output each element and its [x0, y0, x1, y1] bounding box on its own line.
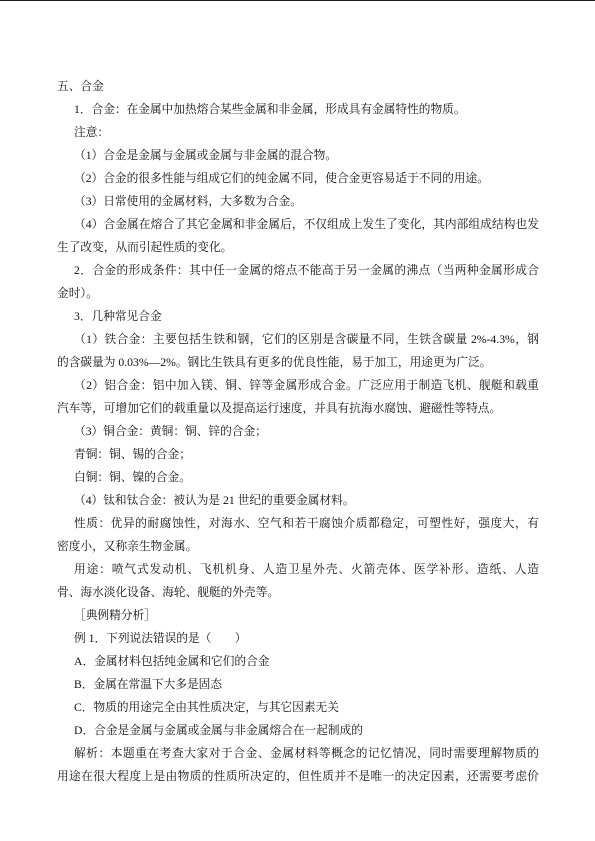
paragraph-line: 青铜：铜、锡的合金； [74, 448, 191, 461]
example-block [57, 604, 539, 788]
titanium-alloy-item [57, 489, 539, 604]
example-question: 例 1．下列说法错误的是（ ） [74, 632, 247, 645]
note-item-2: （2）合金的很多性能与组成它们的纯金属不同，使合金更容易适于不同的用途。 [74, 172, 489, 185]
paragraph-line: 骨、海水淡化设备、海轮、舰艇的外壳等。 [57, 586, 280, 599]
paragraph-line: 的含碳量为 0.03%—2%。钢比生铁具有更多的优良性能，易于加工，用途更为广泛。 [57, 356, 492, 369]
document-body [57, 75, 539, 788]
paragraph-line: 金时）。 [57, 287, 98, 300]
iron-alloy-item [57, 328, 539, 374]
paragraph-line: 密度小，又称亲生物金属。 [57, 540, 198, 553]
option-c: C．物质的用途完全由其性质决定，与其它因素无关 [74, 701, 339, 714]
paragraph-line: 用途：喷气式发动机、飞机机身、人造卫星外壳、火箭壳体、医学补形、造纸、人造 [74, 563, 539, 576]
paragraph-line: （2）铝合金：铝中加入镁、铜、锌等金属形成合金。广泛应用于制造飞机、舰艇和载重 [74, 379, 539, 392]
paragraph-line: 汽车等，可增加它们的载重量以及提高运行速度，并具有抗海水腐蚀、避磁性等特点。 [57, 402, 502, 415]
paragraph-line: （4）合金属在熔合了其它金属和非金属后，不仅组成上发生了变化，其内部组成结构也发 [74, 218, 539, 231]
notes-label: 注意： [74, 126, 110, 139]
copper-alloy-item [57, 420, 539, 489]
paragraph-line: 用途在很大程度上是由物质的性质所决定的，但性质并不是唯一的决定因素，还需要考虑价 [57, 770, 539, 783]
note-item-3: （3）日常使用的金属材料，大多数为合金。 [74, 195, 302, 208]
paragraph-line: 2．合金的形成条件：其中任一金属的熔点不能高于另一金属的沸点（当两种金属形成合 [74, 264, 539, 277]
option-a: A．金属材料包括纯金属和它们的合金 [74, 655, 270, 668]
common-alloys-block [57, 305, 539, 604]
titanium-intro: （4）钛和钛合金：被认为是 21 世纪的重要金属材料。 [74, 494, 355, 507]
paragraph-line: 解析：本题重在考查大家对于合金、金属材料等概念的记忆情况，同时需要理解物质的 [74, 747, 539, 760]
paragraph-line: （1）铁合金：主要包括生铁和钢，它们的区别是含碳量不同，生铁含碳量 2%-4.3%，钢 [74, 333, 539, 346]
aluminum-alloy-item [57, 374, 539, 420]
paragraph-line: 白铜：铜、镍的合金。 [74, 471, 191, 484]
example-analysis [57, 742, 539, 788]
section-title: 五、合金 [57, 80, 104, 93]
common-alloys-heading: 3．几种常见合金 [74, 310, 162, 323]
note-item-4 [57, 213, 539, 259]
paragraph-line: （3）铜合金：黄铜：铜、锌的合金； [74, 425, 267, 438]
option-d: D．合金是金属与金属或金属与非金属熔合在一起制成的 [74, 724, 363, 737]
paragraph-line: 性质：优异的耐腐蚀性，对海水、空气和若干腐蚀介质都稳定，可塑性好，强度大，有 [74, 517, 539, 530]
note-item-1: （1）合金是金属与金属或金属与非金属的混合物。 [74, 149, 337, 162]
option-b: B．金属在常温下大多是固态 [74, 678, 223, 691]
page-top-edge [0, 0, 595, 1]
example-heading: ［典例精分析］ [74, 609, 156, 622]
alloy-definition: 1．合金：在金属中加热熔合某些金属和非金属，形成具有金属特性的物质。 [74, 103, 466, 116]
notes-block [57, 121, 539, 259]
titanium-uses [57, 558, 539, 604]
titanium-properties [57, 512, 539, 558]
paragraph-line: 生了改变，从而引起性质的变化。 [57, 241, 233, 254]
formation-condition [57, 259, 539, 305]
